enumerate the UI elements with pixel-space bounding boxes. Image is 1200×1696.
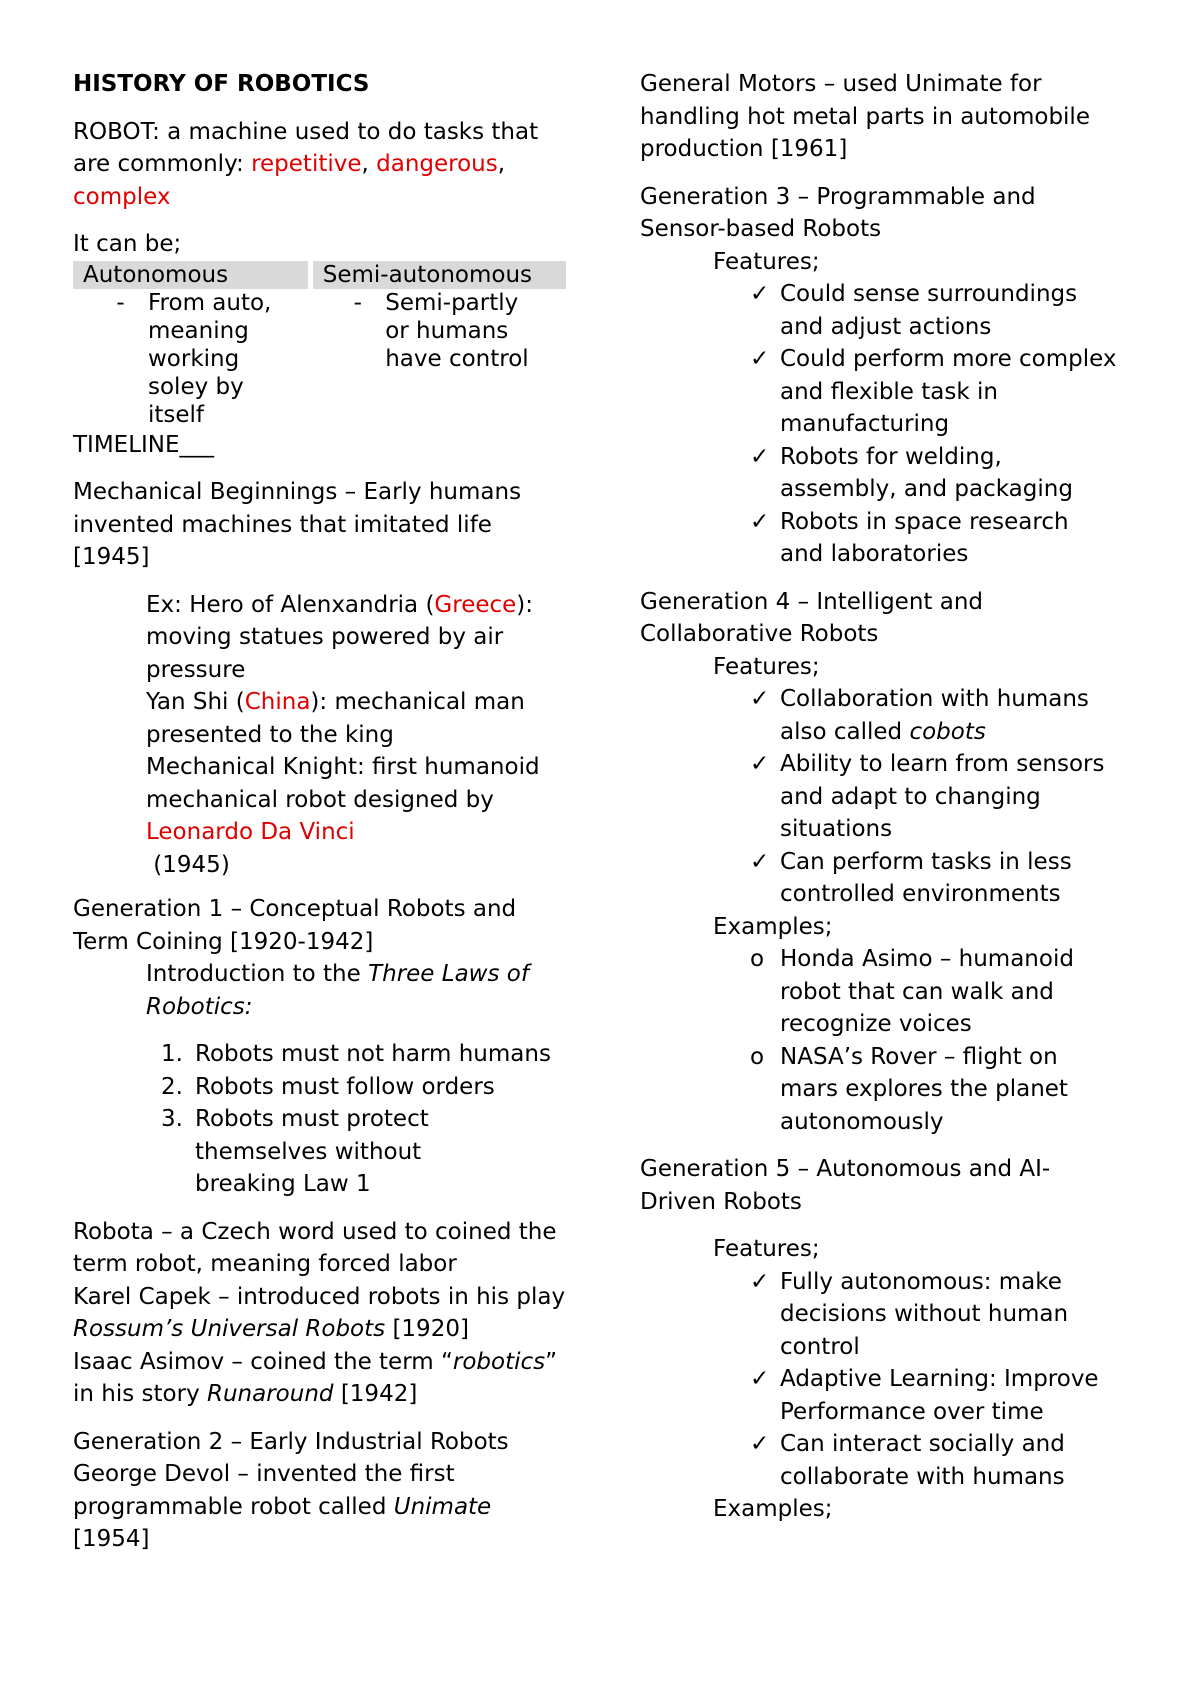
autonomous-desc-row bbox=[73, 289, 310, 429]
checkmark-icon: ✓ bbox=[750, 1268, 770, 1295]
name-leonardo: Leonardo Da Vinci bbox=[146, 819, 355, 845]
checkmark-icon: ✓ bbox=[750, 686, 770, 712]
checkmark-icon: ✓ bbox=[750, 848, 770, 875]
robot-definition-prefix: ROBOT: a machine used to do tasks that are commonly: bbox=[73, 118, 539, 177]
checkmark-icon: ✓ bbox=[750, 1366, 770, 1392]
timeline-label: TIMELINE___ bbox=[73, 431, 215, 458]
three-laws-intro-prefix: Introduction to the bbox=[146, 961, 369, 987]
example-item bbox=[640, 1041, 1140, 1139]
checkmark-icon: ✓ bbox=[750, 281, 770, 307]
generation-4-heading: Generation 4 – Intelligent and Collaborative Robots bbox=[640, 588, 984, 647]
right-column bbox=[640, 68, 1140, 1526]
semi-autonomous-desc-row bbox=[310, 289, 566, 373]
checkmark-icon: ✓ bbox=[750, 751, 770, 777]
devol-year: [1954] bbox=[73, 1526, 150, 1552]
feature-text: Could perform more complex and flexible task in manufacturing bbox=[780, 346, 1117, 437]
law-text: Robots must follow orders bbox=[195, 1073, 495, 1100]
feature-text: Fully autonomous: make decisions without human control bbox=[780, 1268, 1069, 1360]
mechanical-beginnings-heading: Mechanical Beginnings – Early humans invented machines that imitated life [1945] bbox=[73, 479, 522, 570]
document-title: HISTORY OF ROBOTICS bbox=[73, 71, 370, 97]
place-china: China bbox=[244, 689, 311, 715]
law-number: 3. bbox=[161, 1106, 183, 1132]
feature-item bbox=[640, 748, 1140, 846]
karel-capek-entry bbox=[73, 1281, 573, 1346]
gen5-features-list bbox=[640, 1266, 1140, 1494]
asimov-term: robotics bbox=[452, 1348, 546, 1375]
feature-text bbox=[780, 683, 1110, 748]
circle-bullet-icon: o bbox=[750, 946, 765, 972]
george-devol-entry bbox=[73, 1458, 573, 1556]
feature-item bbox=[640, 1266, 1140, 1364]
gen4-features-list bbox=[640, 683, 1140, 911]
term-dangerous: dangerous bbox=[376, 151, 498, 177]
generation-2-heading: Generation 2 – Early Industrial Robots bbox=[73, 1428, 509, 1455]
law-number: 2. bbox=[161, 1073, 183, 1100]
feature-item bbox=[640, 1363, 1140, 1428]
it-can-be-label: It can be; bbox=[73, 231, 182, 257]
gen3-features-label: Features; bbox=[713, 248, 820, 275]
gen3-features-list bbox=[640, 278, 1140, 571]
example-item bbox=[640, 943, 1140, 1041]
example-yan-shi bbox=[146, 686, 573, 751]
cobots-term: cobots bbox=[909, 718, 986, 745]
term-repetitive: repetitive bbox=[251, 151, 362, 177]
checkmark-icon: ✓ bbox=[750, 508, 770, 535]
feature-item bbox=[640, 683, 1140, 748]
capek-play-title: Rossum’s Universal Robots bbox=[73, 1316, 386, 1342]
feature-item bbox=[640, 1428, 1140, 1493]
feature-item bbox=[640, 441, 1140, 506]
dash-bullet: - bbox=[353, 289, 362, 316]
capek-prefix: Karel Capek – introduced robots in his play bbox=[73, 1283, 566, 1310]
robot-definition: ROBOT: a machine used to do tasks that are commonly: repetitive, dangerous, complex bbox=[73, 118, 539, 210]
feature-item bbox=[640, 506, 1140, 571]
checkmark-icon: ✓ bbox=[750, 346, 770, 372]
example-yan-shi-suffix: ): mechanical man presented to the king bbox=[146, 689, 525, 748]
circle-bullet-icon: o bbox=[750, 1043, 765, 1070]
generation-5-heading: Generation 5 – Autonomous and AI-Driven Robots bbox=[640, 1156, 1051, 1215]
feature-text: Robots for welding, assembly, and packaging bbox=[780, 443, 1073, 502]
three-laws-intro bbox=[146, 958, 573, 1023]
autonomous-header: Autonomous bbox=[73, 261, 310, 289]
asimov-prefix: Isaac Asimov – coined the term “ bbox=[73, 1348, 453, 1375]
example-knight-year: (1945) bbox=[146, 851, 230, 878]
example-knight-text: Mechanical Knight: first humanoid mechanical robot designed by bbox=[146, 754, 540, 813]
semi-autonomous-description: Semi-partly or humans have control bbox=[385, 289, 529, 372]
example-hero-prefix: Ex: Hero of Alenxandria ( bbox=[146, 591, 435, 618]
robota-definition: Robota – a Czech word used to coined the term robot, meaning forced labor bbox=[73, 1218, 557, 1277]
place-greece: Greece bbox=[434, 591, 517, 618]
feature-item bbox=[640, 343, 1140, 441]
cobots-prefix: Collaboration with humans also called bbox=[780, 686, 1089, 745]
robot-kinds-table bbox=[73, 261, 566, 429]
feature-text: Can interact socially and collaborate with humans bbox=[780, 1431, 1065, 1490]
example-hero bbox=[146, 589, 573, 687]
three-laws-title: Three Laws of Robotics: bbox=[146, 961, 529, 1020]
example-yan-shi-prefix: Yan Shi ( bbox=[146, 689, 245, 715]
unimate-name: Unimate bbox=[393, 1493, 492, 1520]
law-item bbox=[73, 1103, 573, 1201]
feature-text: Robots in space research and laboratories bbox=[780, 508, 1069, 567]
law-number: 1. bbox=[161, 1041, 183, 1067]
devol-prefix: George Devol – invented the first programmable robot called bbox=[73, 1461, 455, 1520]
general-motors-entry: General Motors – used Unimate for handling hot metal parts in automobile production [1961] bbox=[640, 71, 1090, 162]
term-complex: complex bbox=[73, 183, 171, 210]
isaac-asimov-entry bbox=[73, 1346, 573, 1411]
example-text: NASA’s Rover – flight on mars explores the planet autonomously bbox=[780, 1043, 1068, 1135]
gen5-examples-label: Examples; bbox=[713, 1496, 833, 1522]
feature-text: Can perform tasks in less controlled environments bbox=[780, 848, 1072, 907]
generation-3-heading: Generation 3 – Programmable and Sensor-based Robots bbox=[640, 183, 1036, 242]
asimov-year: [1942] bbox=[333, 1381, 418, 1407]
law-text: Robots must not harm humans bbox=[195, 1041, 551, 1067]
gen4-examples-label: Examples; bbox=[713, 913, 833, 940]
law-text: Robots must protect themselves without breaking Law 1 bbox=[195, 1106, 429, 1197]
dash-bullet: - bbox=[116, 289, 125, 316]
feature-item bbox=[640, 278, 1140, 343]
feature-text: Could sense surroundings and adjust actions bbox=[780, 281, 1078, 340]
feature-text: Ability to learn from sensors and adapt to changing situations bbox=[780, 751, 1105, 842]
feature-text: Adaptive Learning: Improve Performance over time bbox=[780, 1366, 1099, 1425]
law-item bbox=[73, 1038, 573, 1071]
example-mechanical-knight bbox=[146, 751, 573, 849]
gen5-features-label: Features; bbox=[713, 1236, 820, 1262]
checkmark-icon: ✓ bbox=[750, 1431, 770, 1457]
gen4-examples-list bbox=[640, 943, 1140, 1138]
example-hero-suffix: ): moving statues powered by air pressure bbox=[146, 591, 534, 683]
autonomous-description: From auto, meaning working soley by itself bbox=[148, 289, 272, 428]
mechanical-examples bbox=[146, 589, 573, 882]
capek-year: [1920] bbox=[385, 1316, 469, 1342]
generation-1-heading: Generation 1 – Conceptual Robots and Term Coining [1920-1942] bbox=[73, 896, 517, 955]
checkmark-icon: ✓ bbox=[750, 443, 770, 470]
asimov-mid: ” in his story bbox=[73, 1348, 558, 1407]
example-text: Honda Asimo – humanoid robot that can walk and recognize voices bbox=[780, 946, 1074, 1037]
semi-autonomous-header: Semi-autonomous bbox=[310, 261, 566, 289]
feature-item bbox=[640, 846, 1140, 911]
asimov-story-title: Runaround bbox=[207, 1381, 334, 1407]
law-item bbox=[73, 1071, 573, 1104]
left-column bbox=[73, 68, 573, 1556]
gen4-features-label: Features; bbox=[713, 653, 820, 680]
three-laws-list bbox=[73, 1038, 573, 1201]
